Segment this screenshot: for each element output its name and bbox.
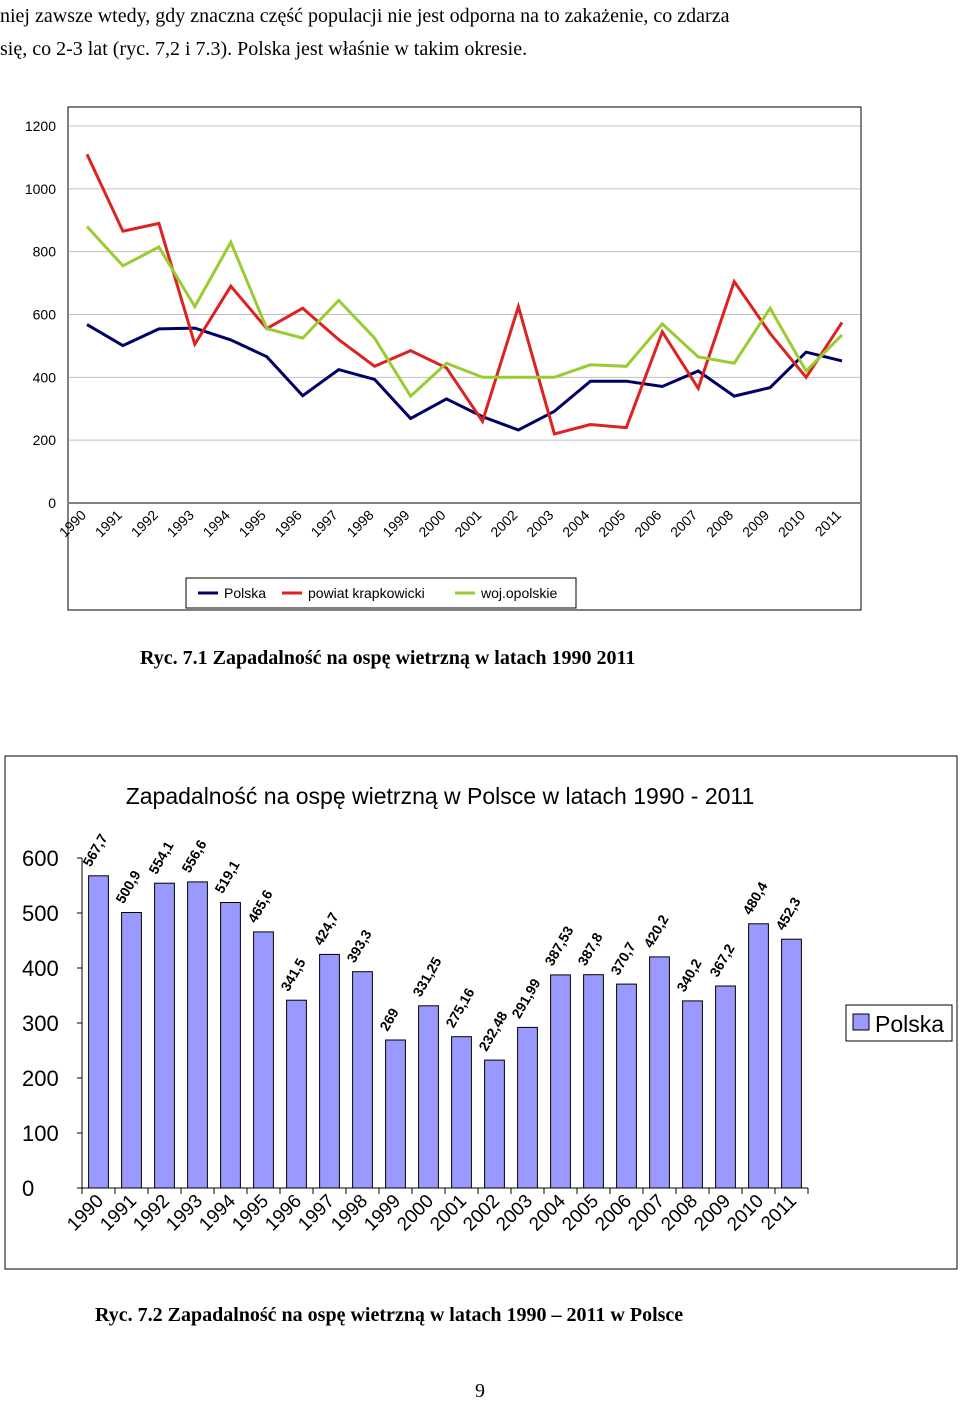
x-tick-label: 1993 bbox=[162, 1190, 208, 1236]
x-tick-label: 2010 bbox=[774, 506, 809, 541]
y-tick-label: 200 bbox=[22, 1066, 59, 1091]
data-label: 500,9 bbox=[112, 867, 144, 906]
x-tick-label: 2005 bbox=[595, 506, 629, 541]
x-tick-label: 2009 bbox=[738, 506, 773, 541]
x-tick-label: 1990 bbox=[63, 1190, 109, 1236]
data-label: 465,6 bbox=[244, 887, 276, 926]
x-tick-label: 1990 bbox=[55, 506, 90, 541]
x-tick-label: 1991 bbox=[91, 506, 126, 541]
y-tick-label: 0 bbox=[22, 1176, 35, 1201]
data-label: 269 bbox=[376, 1005, 402, 1034]
bar bbox=[716, 986, 736, 1188]
x-tick-label: 2011 bbox=[811, 506, 845, 540]
x-tick-label: 2000 bbox=[393, 1190, 439, 1236]
bar bbox=[749, 924, 769, 1188]
x-tick-label: 2008 bbox=[702, 506, 737, 541]
bar bbox=[551, 975, 571, 1188]
bar bbox=[122, 913, 142, 1189]
legend-swatch bbox=[853, 1014, 869, 1030]
x-tick-label: 2006 bbox=[631, 506, 665, 541]
x-tick-label: 1999 bbox=[360, 1190, 406, 1236]
figure-caption-1: Ryc. 7.1 Zapadalność na ospę wietrzną w latach 1990 2011 bbox=[140, 647, 636, 669]
x-tick-label: 1992 bbox=[127, 506, 162, 541]
x-tick-label: 1995 bbox=[228, 1190, 274, 1236]
bar bbox=[683, 1001, 703, 1188]
bar bbox=[485, 1060, 505, 1188]
intro-line-2: się, co 2-3 lat (ryc. 7,2 i 7.3). Polska jest właśnie w takim okresie. bbox=[0, 38, 528, 60]
x-tick-label: 1996 bbox=[271, 506, 305, 541]
data-label: 480,4 bbox=[739, 878, 771, 918]
x-tick-label: 2002 bbox=[487, 506, 521, 541]
legend-label: Polska bbox=[224, 585, 267, 601]
data-label: 556,6 bbox=[178, 837, 210, 876]
data-label: 331,25 bbox=[409, 954, 445, 1000]
x-tick-label: 1993 bbox=[163, 506, 197, 541]
x-tick-label: 2003 bbox=[492, 1190, 538, 1236]
data-label: 367,2 bbox=[706, 941, 738, 980]
bar bbox=[287, 1000, 307, 1188]
bar bbox=[320, 954, 340, 1188]
x-tick-label: 1994 bbox=[195, 1190, 241, 1236]
x-tick-label: 1994 bbox=[199, 506, 233, 541]
data-label: 341,5 bbox=[277, 955, 309, 994]
data-label: 232,48 bbox=[475, 1008, 511, 1054]
bar bbox=[89, 876, 109, 1188]
data-label: 291,99 bbox=[508, 975, 544, 1021]
bar bbox=[518, 1027, 538, 1188]
y-tick-label: 1200 bbox=[24, 118, 56, 134]
bar bbox=[650, 957, 670, 1188]
bar bbox=[155, 883, 175, 1188]
x-tick-label: 1995 bbox=[235, 506, 269, 541]
x-tick-label: 2005 bbox=[558, 1190, 604, 1236]
y-tick-label: 300 bbox=[22, 1011, 59, 1036]
data-label: 554,1 bbox=[145, 838, 177, 877]
y-tick-label: 500 bbox=[22, 901, 59, 926]
data-label: 275,16 bbox=[442, 985, 478, 1031]
x-tick-label: 1997 bbox=[294, 1190, 340, 1236]
bar bbox=[254, 932, 274, 1188]
x-tick-label: 2009 bbox=[690, 1190, 736, 1236]
figure-caption-2: Ryc. 7.2 Zapadalność na ospę wietrzną w latach 1990 – 2011 w Polsce bbox=[95, 1304, 684, 1326]
x-tick-label: 2004 bbox=[525, 1190, 571, 1236]
y-tick-label: 600 bbox=[32, 306, 56, 323]
bar bbox=[188, 882, 208, 1188]
data-label: 340,2 bbox=[673, 956, 705, 995]
x-tick-label: 2003 bbox=[523, 506, 557, 541]
page-number: 9 bbox=[475, 1380, 485, 1402]
x-tick-label: 1997 bbox=[307, 506, 341, 541]
x-tick-label: 1999 bbox=[379, 506, 413, 541]
y-tick-label: 200 bbox=[32, 432, 56, 449]
bar bbox=[386, 1040, 406, 1188]
bar bbox=[584, 975, 604, 1188]
y-tick-label: 400 bbox=[32, 369, 56, 386]
x-tick-label: 2008 bbox=[657, 1190, 703, 1236]
x-tick-label: 2010 bbox=[723, 1190, 769, 1236]
x-tick-label: 2011 bbox=[757, 1190, 802, 1235]
x-tick-label: 1992 bbox=[129, 1190, 175, 1236]
bar bbox=[221, 903, 241, 1189]
x-tick-label: 2001 bbox=[426, 1190, 472, 1236]
x-tick-label: 1996 bbox=[261, 1190, 307, 1236]
x-tick-label: 2000 bbox=[415, 506, 449, 541]
intro-line-1: niej zawsze wtedy, gdy znaczna część populacji nie jest odporna na to zakażenie, co zdarza bbox=[0, 5, 730, 27]
x-tick-label: 1998 bbox=[327, 1190, 373, 1236]
data-label: 387,8 bbox=[574, 929, 606, 969]
bar bbox=[353, 972, 373, 1188]
data-label: 567,7 bbox=[79, 830, 111, 870]
x-tick-label: 2007 bbox=[666, 506, 701, 541]
bar bbox=[617, 984, 637, 1188]
x-tick-label: 2002 bbox=[459, 1190, 505, 1236]
data-label: 370,7 bbox=[607, 939, 639, 978]
x-tick-label: 1998 bbox=[343, 506, 377, 541]
chart-title: Zapadalność na ospę wietrzną w Polsce w latach 1990 - 2011 bbox=[125, 783, 755, 809]
bar bbox=[419, 1006, 439, 1188]
bar bbox=[452, 1037, 472, 1188]
y-tick-label: 800 bbox=[32, 243, 56, 260]
bar bbox=[782, 939, 802, 1188]
x-tick-label: 2004 bbox=[559, 506, 593, 541]
y-tick-label: 1000 bbox=[24, 180, 56, 197]
y-tick-label: 0 bbox=[48, 495, 56, 511]
legend-label: woj.opolskie bbox=[481, 585, 558, 601]
legend-label: Polska bbox=[875, 1011, 945, 1037]
data-label: 393,3 bbox=[343, 926, 375, 966]
x-tick-label: 2007 bbox=[624, 1190, 670, 1236]
legend-label: powiat krapkowicki bbox=[308, 585, 425, 601]
data-label: 424,7 bbox=[310, 909, 342, 948]
data-label: 452,3 bbox=[772, 894, 804, 933]
x-tick-label: 2006 bbox=[591, 1190, 637, 1236]
data-label: 387,53 bbox=[541, 923, 577, 969]
y-tick-label: 100 bbox=[22, 1121, 59, 1146]
data-label: 519,1 bbox=[211, 857, 243, 896]
y-tick-label: 400 bbox=[22, 956, 59, 981]
data-label: 420,2 bbox=[640, 912, 672, 951]
x-tick-label: 1991 bbox=[96, 1190, 142, 1236]
y-tick-label: 600 bbox=[22, 846, 59, 871]
x-tick-label: 2001 bbox=[451, 506, 485, 541]
